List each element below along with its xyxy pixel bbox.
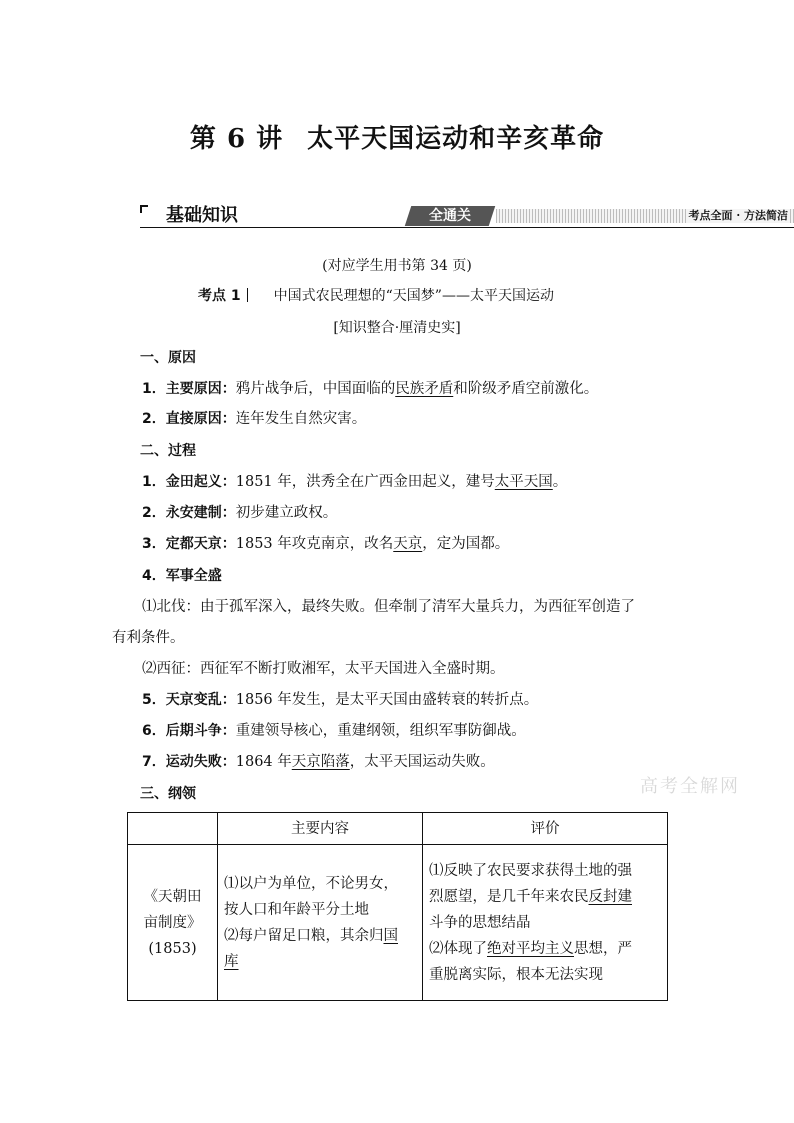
item-text: 1856 年发生，是太平天国由盛转衰的转折点。 <box>235 692 539 708</box>
content-underlined: 国 <box>383 927 398 944</box>
item-number: 4． <box>142 568 166 584</box>
table-header-cell: 评价 <box>423 813 668 845</box>
lecture-topic: 太平天国运动和辛亥革命 <box>307 124 605 154</box>
kaodian-text: 中国式农民理想的“天国梦”——太平天国运动 <box>273 288 554 304</box>
list-item <box>142 503 337 523</box>
item-text: 初步建立政权。 <box>235 505 338 521</box>
content-line: ⑴以户为单位，不论男女， <box>224 875 398 892</box>
item-text: 。 <box>552 474 568 490</box>
eval-underlined: 绝对平均主义 <box>487 940 574 957</box>
section-heading-process: 二、过程 <box>140 443 196 459</box>
list-item <box>142 566 222 586</box>
item-underlined: 太平天国 <box>494 474 553 490</box>
table-header-row <box>128 813 668 845</box>
lecture-number: 第 6 讲 <box>189 124 284 154</box>
program-name-cell <box>128 845 218 1001</box>
item-term: 永安建制： <box>165 505 236 521</box>
kaodian-divider <box>247 288 248 302</box>
program-name-line: 《天朝田 <box>143 888 202 905</box>
watermark: 高考全解网 <box>640 776 740 797</box>
eval-line <box>429 936 661 962</box>
eval-text: 烈愿望，是几千年来农民 <box>429 888 589 905</box>
xizheng-line: ⑵西征：西征军不断打败湘军，太平天国进入全盛时期。 <box>142 661 505 677</box>
table-header-cell <box>128 813 218 845</box>
section-banner <box>140 205 794 229</box>
item-text: 和阶级矛盾空前激化。 <box>453 381 599 397</box>
eval-text: ⑵体现了 <box>429 940 487 957</box>
program-table <box>127 812 668 1001</box>
item-term: 军事全盛 <box>165 568 222 584</box>
list-item <box>142 690 538 710</box>
item-text: 1853 年攻克南京，改名 <box>235 536 394 552</box>
content-text: ⑵每户留足口粮，其余归 <box>224 927 384 944</box>
item-term: 后期斗争： <box>165 723 236 739</box>
eval-text: 思想，严 <box>574 940 632 957</box>
item-term: 运动失败： <box>165 754 236 770</box>
eval-line: ⑴反映了农民要求获得土地的强 <box>429 862 632 879</box>
program-year: (1853) <box>148 940 197 957</box>
item-number: 2． <box>142 411 166 427</box>
corner-bracket-icon <box>140 205 148 213</box>
item-text: ，定为国都。 <box>422 536 510 552</box>
item-text: ，太平天国运动失败。 <box>349 754 495 770</box>
eval-line: 斗争的思想结晶 <box>429 914 531 931</box>
section-heading-program: 三、纲领 <box>140 786 196 802</box>
banner-heading: 基础知识 <box>166 205 238 226</box>
item-number: 7． <box>142 754 166 770</box>
item-term: 主要原因： <box>165 381 236 397</box>
list-item <box>142 409 366 429</box>
item-number: 2． <box>142 505 166 521</box>
item-term: 定都天京： <box>165 536 236 552</box>
list-item <box>142 721 526 741</box>
item-underlined: 天京陷落 <box>291 754 350 770</box>
banner-rule <box>140 227 794 228</box>
item-underlined: 天京 <box>393 536 423 552</box>
evaluation-cell <box>423 845 668 1001</box>
item-text: 连年发生自然灾害。 <box>235 411 367 427</box>
item-number: 1． <box>142 474 166 490</box>
book-reference: (对应学生用书第 34 页) <box>322 258 472 274</box>
item-number: 5． <box>142 692 166 708</box>
table-header-cell: 主要内容 <box>218 813 423 845</box>
beifa-line: ⑴北伐：由于孤军深入，最终失败。但牵制了清军大量兵力，为西征军创造了 <box>142 599 635 615</box>
subheading: [知识整合·厘清史实] <box>333 320 461 336</box>
content-line <box>224 949 416 975</box>
item-text: 1851 年，洪秀全在广西金田起义，建号 <box>235 474 495 490</box>
eval-line <box>429 884 661 910</box>
item-text: 鸦片战争后，中国面临的 <box>235 381 396 397</box>
kaodian-label: 考点 1 <box>198 288 241 304</box>
content-cell <box>218 845 423 1001</box>
list-item <box>142 752 495 772</box>
content-line <box>224 923 416 949</box>
kaodian-heading <box>198 285 554 305</box>
item-text: 重建领导核心，重建纲领，组织军事防御战。 <box>235 723 526 739</box>
list-item <box>142 534 509 554</box>
item-number: 3． <box>142 536 166 552</box>
content-line: 按人口和年龄平分土地 <box>224 901 369 918</box>
list-item <box>142 379 598 399</box>
program-name-line: 亩制度》 <box>143 914 202 931</box>
item-term: 金田起义： <box>165 474 236 490</box>
banner-tag <box>405 206 495 226</box>
item-number: 1． <box>142 381 166 397</box>
list-item <box>142 472 567 492</box>
item-text: 1864 年 <box>235 754 292 770</box>
item-number: 6． <box>142 723 166 739</box>
banner-tag-label: 全通关 <box>429 208 471 224</box>
item-underlined: 民族矛盾 <box>395 381 454 397</box>
eval-line: 重脱离实际，根本无法实现 <box>429 966 603 983</box>
item-term: 天京变乱： <box>165 692 236 708</box>
beifa-line-cont: 有利条件。 <box>112 630 185 646</box>
banner-slogan: 考点全面 · 方法简洁 <box>688 209 788 222</box>
eval-underlined: 反封建 <box>588 888 632 905</box>
table-row <box>128 845 668 1001</box>
section-heading-causes: 一、原因 <box>140 350 196 366</box>
content-underlined: 库 <box>224 953 239 970</box>
page-title <box>0 118 794 155</box>
item-term: 直接原因： <box>165 411 236 427</box>
